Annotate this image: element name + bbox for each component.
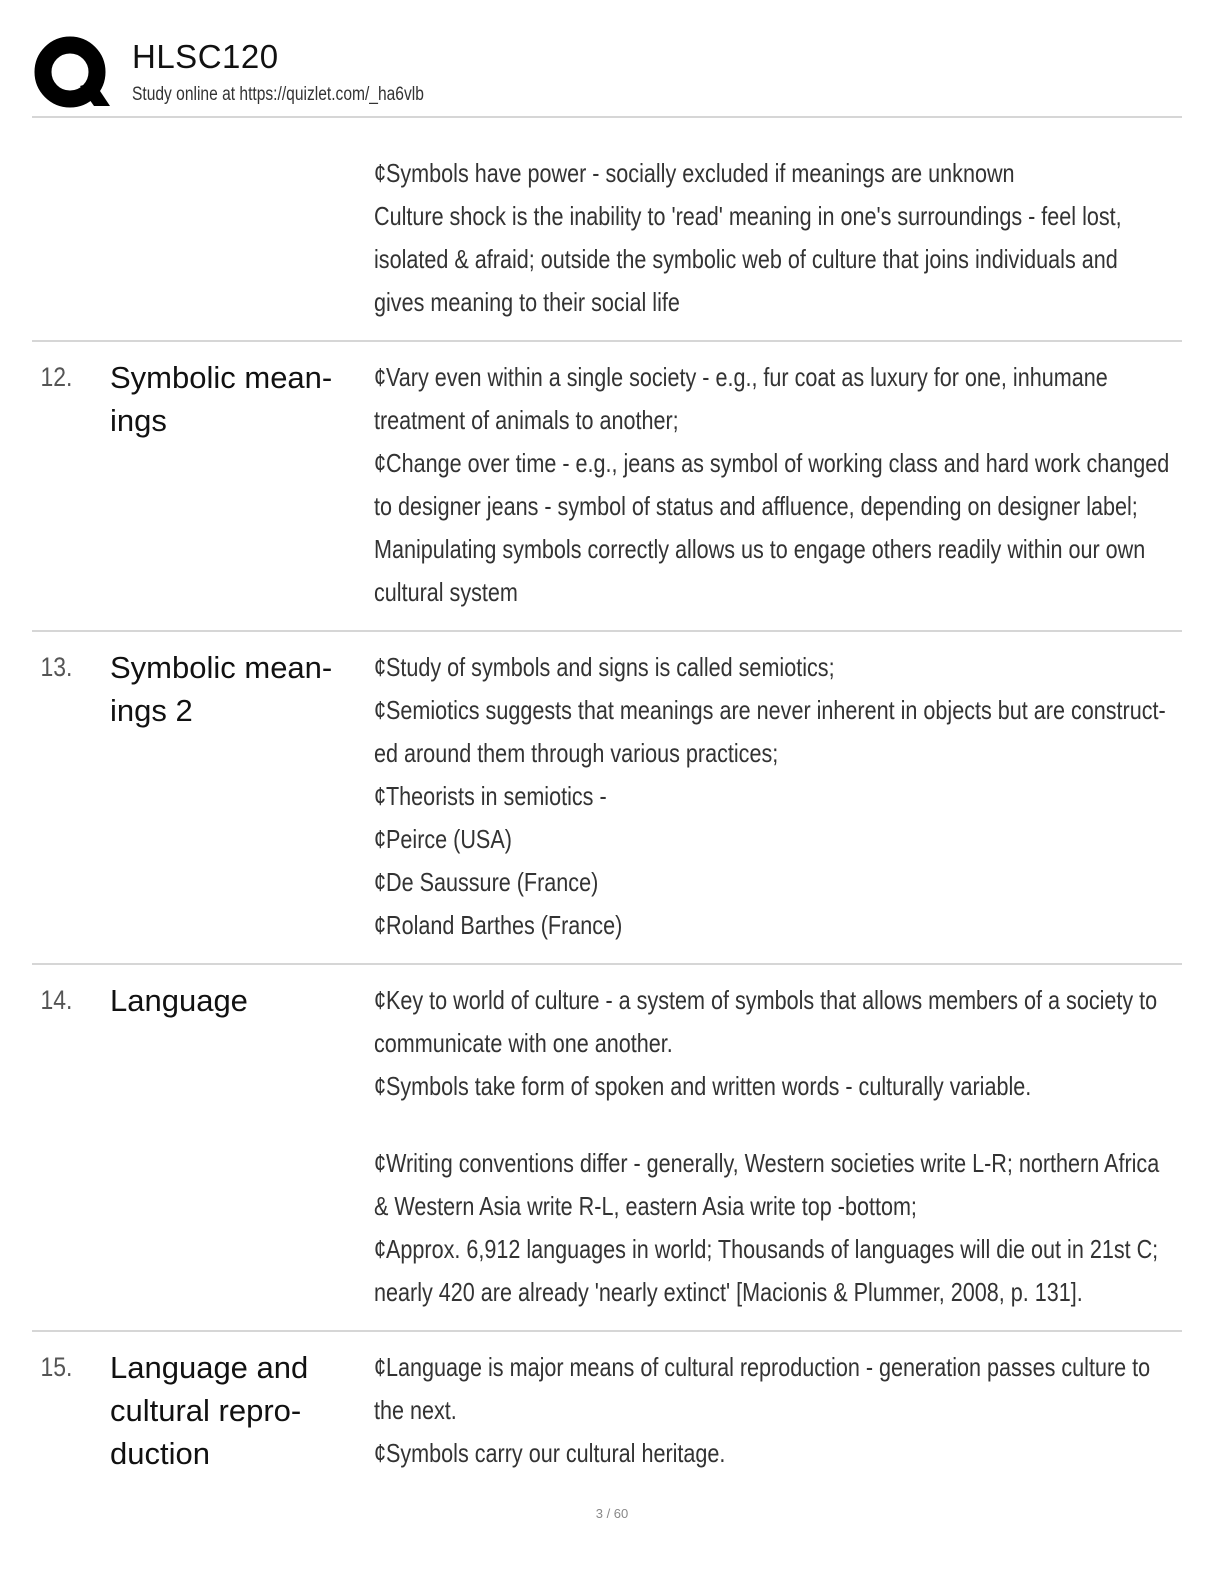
definition-line: Culture shock is the inability to 'read' meaning in one's surroundings - feel lost,: [374, 201, 1122, 231]
card-definition: [374, 979, 1224, 1314]
term-line: Symbolic mean-: [110, 650, 333, 685]
definition-line: communicate with one another.: [374, 1028, 673, 1058]
card-definition: [374, 1346, 1224, 1475]
definition-line: ¢Writing conventions differ - generally, Western societies write L-R; northern Africa: [374, 1148, 1160, 1178]
definition-line: cultural system: [374, 577, 518, 607]
study-online-link[interactable]: Study online at https://quizlet.com/_ha6vlb: [132, 84, 424, 105]
quizlet-logo-icon: [34, 36, 110, 112]
definition-line: ¢De Saussure (France): [374, 867, 599, 897]
definition-line: ed around them through various practices;: [374, 738, 779, 768]
term-line: duction: [110, 1436, 210, 1471]
definition-line: ¢Symbols have power - socially excluded if meanings are unknown: [374, 158, 1015, 188]
card-definition: [374, 646, 1224, 947]
definition-line: ¢Change over time - e.g., jeans as symbol of working class and hard work changed: [374, 448, 1170, 478]
card-definition: [374, 152, 1224, 324]
card-term: [110, 1346, 374, 1475]
table-row: [32, 142, 1182, 342]
card-number: 12.: [40, 362, 73, 392]
card-number: 15.: [40, 1352, 73, 1382]
card-definition: [374, 356, 1224, 614]
term-line: cultural repro-: [110, 1393, 302, 1428]
definition-line: ¢Symbols take form of spoken and written words - culturally variable.: [374, 1071, 1032, 1101]
definition-line: ¢Vary even within a single society - e.g., fur coat as luxury for one, inhumane: [374, 362, 1108, 392]
definition-line: isolated & afraid; outside the symbolic web of culture that joins individuals and: [374, 244, 1118, 274]
term-line: Language and: [110, 1350, 309, 1385]
card-number: 13.: [40, 652, 73, 682]
definition-line: treatment of animals to another;: [374, 405, 679, 435]
definition-line: to designer jeans - symbol of status and affluence, depending on designer label;: [374, 491, 1138, 521]
term-line: ings 2: [110, 693, 193, 728]
definition-line: ¢Symbols carry our cultural heritage.: [374, 1438, 726, 1468]
card-term: [110, 356, 374, 614]
definition-line: Manipulating symbols correctly allows us to engage others readily within our own: [374, 534, 1146, 564]
card-term: [110, 646, 374, 947]
definition-line: ¢Key to world of culture - a system of symbols that allows members of a society to: [374, 985, 1158, 1015]
paragraph-gap: [374, 1108, 1224, 1142]
definition-line: ¢Peirce (USA): [374, 824, 512, 854]
definition-line: ¢Study of symbols and signs is called semiotics;: [374, 652, 835, 682]
term-line: ings: [110, 403, 167, 438]
table-row: [32, 965, 1182, 1332]
card-number: 14.: [40, 985, 73, 1015]
page-number: 3 / 60: [595, 1506, 629, 1521]
table-row: [32, 1332, 1182, 1491]
definition-line: ¢Approx. 6,912 languages in world; Thousands of languages will die out in 21st C;: [374, 1234, 1159, 1264]
card-number: [32, 152, 98, 324]
definition-line: gives meaning to their social life: [374, 287, 680, 317]
definition-line: nearly 420 are already 'nearly extinct' [Macionis & Plummer, 2008, p. 131].: [374, 1277, 1083, 1307]
definition-line: the next.: [374, 1395, 457, 1425]
term-line: Language: [110, 983, 248, 1018]
definition-line: & Western Asia write R-L, eastern Asia write top -bottom;: [374, 1191, 917, 1221]
card-term: [110, 152, 374, 324]
term-line: Symbolic mean-: [110, 360, 333, 395]
card-term: [110, 979, 374, 1314]
definition-line: ¢Language is major means of cultural reproduction - generation passes culture to: [374, 1352, 1151, 1382]
page-title: HLSC120: [132, 38, 279, 75]
definition-line: ¢Theorists in semiotics -: [374, 781, 607, 811]
page-header: [32, 28, 1182, 118]
table-row: [32, 342, 1182, 632]
definition-line: ¢Roland Barthes (France): [374, 910, 623, 940]
flashcard-table: [32, 142, 1182, 1491]
definition-line: ¢Semiotics suggests that meanings are never inherent in objects but are construct-: [374, 695, 1166, 725]
table-row: [32, 632, 1182, 965]
